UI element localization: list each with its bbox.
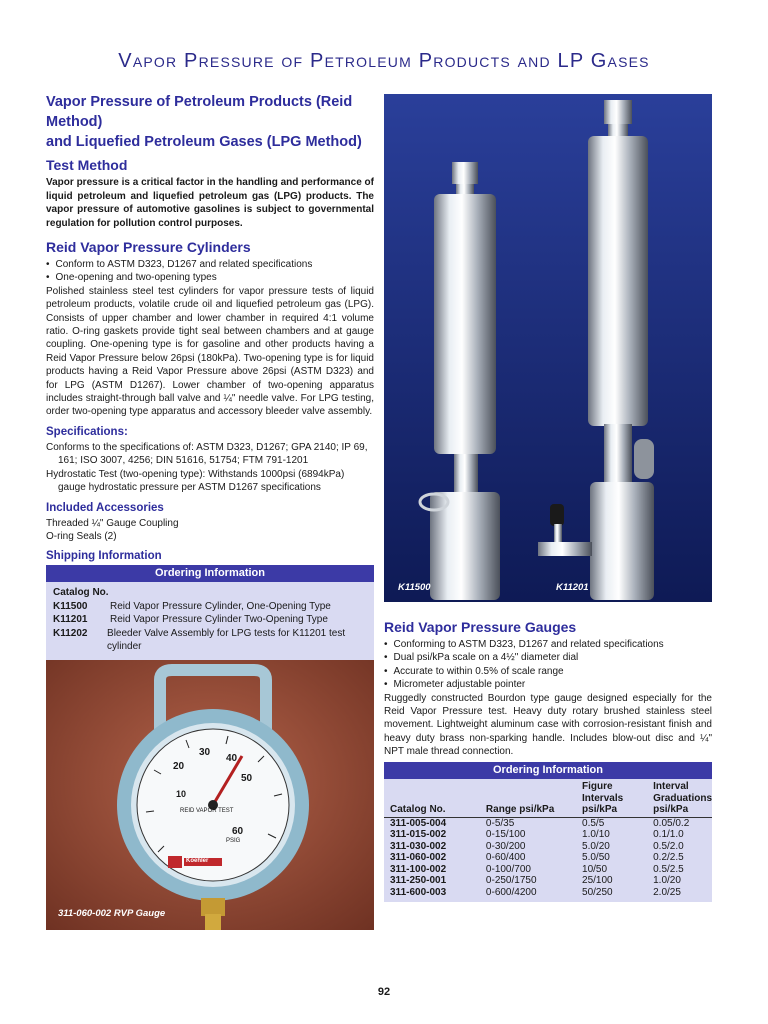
photo-caption-k11500: K11500	[398, 582, 431, 593]
main-heading-line2: and Liquefied Petroleum Gases (LPG Method)	[46, 134, 362, 150]
dial-number: 40	[226, 753, 238, 764]
table-cell: 0-100/700	[485, 863, 531, 875]
accessory-line: Threaded ¼" Gauge Coupling	[46, 517, 179, 529]
table-cell: 0-15/100	[485, 829, 526, 841]
table-row	[384, 875, 712, 887]
table-row	[384, 864, 712, 876]
catalog-label: Catalog No.	[53, 587, 109, 598]
photo-caption-k11201: K11201	[556, 582, 589, 593]
catalog-number: K11202	[53, 627, 88, 639]
bullet-item: • Accurate to within 0.5% of scale range	[384, 665, 712, 678]
item-description: Reid Vapor Pressure Cylinder, One-Opening Type	[110, 600, 331, 612]
item-description: Bleeder Valve Assembly for LPG tests for K11201 test cylinder	[107, 627, 346, 652]
column-header: Catalog No.	[384, 781, 480, 817]
column-header: Range psi/kPa	[480, 781, 576, 817]
catalog-number: 311-030-002	[390, 840, 447, 852]
gauge-bullets	[384, 638, 712, 692]
table-cell: 25/100	[582, 875, 613, 887]
catalog-number: 311-015-002	[390, 829, 447, 841]
table-cell: 0-250/1750	[485, 875, 537, 887]
table-cell: 0.5/2.0	[653, 840, 684, 852]
bullet-item: • Dual psi/kPa scale on a 4½" diameter dial	[384, 651, 712, 664]
cylinder-ordering-table	[46, 565, 374, 660]
table-row	[53, 627, 368, 654]
cylinders-illustration	[384, 94, 712, 602]
catalog-number: 311-005-004	[390, 817, 447, 829]
brand-logo: Koehler	[186, 858, 209, 864]
gauge-photo-caption: 311-060-002 RVP Gauge	[58, 908, 166, 919]
table-header-row	[384, 781, 712, 817]
dial-text: REID VAPOR TEST	[180, 808, 234, 814]
catalog-number: K11201	[53, 614, 88, 625]
specifications-heading: Specifications:	[46, 425, 128, 438]
table-row	[53, 613, 368, 627]
catalog-number: 311-250-001	[390, 875, 447, 887]
table-cell: 50/250	[582, 887, 613, 899]
ordering-header: Ordering Information	[46, 565, 374, 582]
specs-line: Conforms to the specifications of: ASTM D323, D1267; GPA 2140; IP 69, 161; ISO 3007, 4256; DIN 51616, 51754; FTM 791-1201	[46, 441, 368, 467]
ordering-header: Ordering Information	[384, 762, 712, 779]
table-cell: 2.0/25	[653, 887, 681, 899]
table-cell: 0.5/2.5	[653, 863, 684, 875]
dial-number: 50	[241, 773, 253, 784]
gauge-illustration	[46, 660, 374, 930]
cylinders-heading: Reid Vapor Pressure Cylinders	[46, 239, 251, 255]
table-cell: 0.1/1.0	[653, 829, 684, 841]
column-header: Interval Graduations psi/kPa	[647, 781, 712, 817]
table-row	[384, 852, 712, 864]
bullet-item: • Micrometer adjustable pointer	[384, 678, 712, 691]
dial-number: 30	[199, 747, 211, 758]
table-cell: 5.0/20	[582, 840, 610, 852]
gauges-description: Ruggedly constructed Bourdon type gauge designed especially for the Reid Vapor Pressure test. Heavy duty rotary brushed stainless steel movement. Lightweight aluminum case with corrosion-resistant finish and heavy duty brass non-sparking handle. Includes blow-out disc and ¼" NPT male thread connection.	[384, 692, 712, 758]
table-cell: 0-60/400	[485, 852, 526, 864]
catalog-number: 311-100-002	[390, 863, 447, 875]
dial-number: 10	[176, 789, 187, 799]
gauge-ordering-table	[384, 762, 712, 902]
shipping-heading: Shipping Information	[46, 550, 162, 563]
table-row	[53, 600, 368, 614]
accessories-heading: Included Accessories	[46, 501, 164, 514]
column-header: Figure Intervals psi/kPa	[576, 781, 647, 817]
dial-unit: PSIG	[226, 838, 241, 844]
bullet-item: • One-opening and two-opening types	[46, 271, 374, 284]
table-cell: 1.0/10	[582, 829, 610, 841]
gauge-photo	[46, 660, 374, 930]
table-cell: 0.5/5	[582, 817, 605, 829]
cylinders-description: Polished stainless steel test cylinders for vapor pressure tests of liquid petroleum products, volatile crude oil and liquefied petroleum gas (LPG). Consists of upper chamber and lower chamber in required 4:1 volume ratio. O-ring gaskets provide tight seal between chambers and at gauge coupling. One-opening type is for gasoline and other products having a Reid Vapor Pressure below 26psi (180kPa). Two-opening type is for liquid products having a Reid Vapor Pressure above 26psi (ASTM D323) and for LPG (ASTM D1267). Lower chamber of two-opening apparatus includes straight-through ball valve and ¼" needle valve. For LPG testing, order two-opening type apparatus and accessory bleeder valve assembly.	[46, 285, 374, 418]
table-cell: 0-600/4200	[485, 887, 537, 899]
catalog-number: 311-060-002	[390, 852, 447, 864]
gauges-section	[384, 618, 712, 759]
specs-line: Hydrostatic Test (two-opening type): Withstands 1000psi (6894kPa) gauge hydrostatic pressure per ASTM D1267 specifications	[46, 468, 345, 494]
table-row	[384, 817, 712, 829]
test-method-heading: Test Method	[46, 157, 128, 173]
table-row	[384, 887, 712, 902]
page-banner-title: Vapor Pressure of Petroleum Products and LP Gases	[118, 50, 650, 72]
bullet-item: • Conform to ASTM D323, D1267 and related specifications	[46, 258, 374, 271]
left-column	[46, 92, 374, 579]
test-method-text: Vapor pressure is a critical factor in the handling and performance of liquid petroleum and liquefied petroleum gas (LPG) products. The vapor pressure of automotive gasolines is subject to governmental regulation for pollution control purposes.	[46, 177, 374, 229]
item-description: Reid Vapor Pressure Cylinder Two-Opening Type	[110, 614, 328, 625]
cylinders-photo	[384, 94, 712, 602]
catalog-number: K11500	[53, 600, 88, 612]
table-row	[384, 841, 712, 853]
table-cell: 5.0/50	[582, 852, 610, 864]
page-number: 92	[377, 986, 391, 998]
main-heading-line1: Vapor Pressure of Petroleum Products (Reid Method)	[46, 94, 353, 130]
accessory-line: O-ring Seals (2)	[46, 530, 117, 542]
table-cell: 0.2/2.5	[653, 852, 684, 864]
table-cell: 0-30/200	[485, 840, 526, 852]
table-cell: 0-5/35	[485, 817, 515, 829]
gauges-heading: Reid Vapor Pressure Gauges	[384, 619, 577, 635]
dial-number: 60	[232, 826, 244, 837]
table-cell: 0.05/0.2	[653, 817, 690, 829]
catalog-number: 311-600-003	[390, 887, 447, 899]
dial-number: 20	[173, 761, 185, 772]
bullet-item: • Conforming to ASTM D323, D1267 and related specifications	[384, 638, 712, 651]
table-cell: 10/50	[582, 863, 608, 875]
table-row	[384, 829, 712, 841]
table-cell: 1.0/20	[653, 875, 681, 887]
cylinder-bullets	[46, 258, 374, 285]
